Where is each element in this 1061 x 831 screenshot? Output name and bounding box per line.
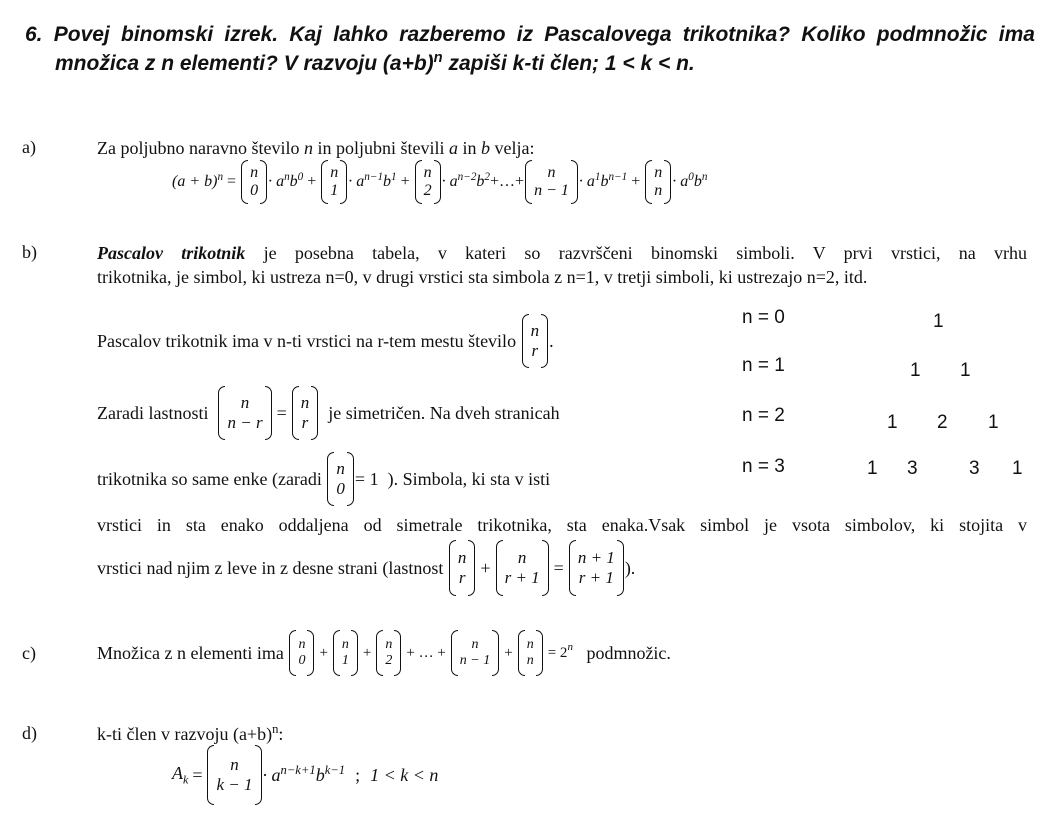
triangle-row-label: n = 0 <box>742 307 785 328</box>
triangle-value: 1 <box>960 360 971 381</box>
b-line-4: vrstici in sta enako oddaljena od simetrale trikotnika, sta enaka.Vsak simbol je vsota simbolov, ki stojita v <box>97 515 1027 535</box>
label-c: c) <box>22 643 36 663</box>
triangle-value: 1 <box>887 412 898 433</box>
label-b: b) <box>22 242 37 262</box>
triangle-value: 1 <box>910 360 921 381</box>
triangle-value: 3 <box>907 458 918 479</box>
triangle-row-label: n = 1 <box>742 355 785 376</box>
question-heading <box>25 20 1035 81</box>
kth-term-formula: $A_k$ = n k − 1 · $a^{n-k+1}b^{k-1}$ ; 1 < k < n <box>172 745 438 805</box>
triangle-value: 3 <box>969 458 980 479</box>
label-a: a) <box>22 137 36 157</box>
d-intro: k-ti člen v razvoju $(a+b)^n$: <box>97 722 284 744</box>
c-subsets: Množica z n elementi ima n 0 + n 1 + n 2 + … + n n − 1 + n n = 2 n podmnožic. <box>97 630 671 676</box>
label-d: d) <box>22 723 37 743</box>
binomial-theorem-formula: $(a + b)^n$ = n 0 · $a^nb^0$ + n 1 · $a^{n-1}b^1$ + n 2 · $a^{n-2}b^2$ +…+ n n − 1 · $a^1b^{n-1}$ + n n · $a^0b^n$ <box>172 160 707 204</box>
a-intro: Za poljubno naravno število n in poljubni števili a in b velja: <box>97 138 535 158</box>
b-edges-ones: trikotnika so same enke (zaradi n 0 = 1 ). Simbola, ki sta v isti <box>97 452 550 506</box>
b-line-2: trikotnika, je simbol, ki ustreza n=0, v drugi vrstici sta simbola z n=1, v tretji simboli, ki ustrezajo n=2, itd. <box>97 267 868 287</box>
b-pascal-entry: Pascalov trikotnik ima v n-ti vrstici na r-tem mestu število n r . <box>97 314 554 368</box>
triangle-value: 1 <box>988 412 999 433</box>
triangle-value: 2 <box>937 412 948 433</box>
triangle-value: 1 <box>933 311 944 332</box>
triangle-value: 1 <box>867 458 878 479</box>
heading-line-2: množica z n elementi? V razvoju $(a+b)^n$ zapiši k-ti člen; 1 < k < n. <box>55 49 695 75</box>
b-recurrence: vrstici nad njim z leve in z desne strani (lastnost n r + n r + 1 = n + 1 r + 1 ). <box>97 540 635 596</box>
b-symmetry: Zaradi lastnosti n n − r = n r je simetričen. Na dveh stranicah <box>97 386 560 440</box>
b-line-1: Pascalov trikotnik je posebna tabela, v kateri so razvrščeni binomski simboli. V prvi vrstici, na vrhu <box>97 243 1028 263</box>
triangle-row-label: n = 2 <box>742 405 785 426</box>
triangle-row-label: n = 3 <box>742 456 785 477</box>
heading-line-1: 6. Povej binomski izrek. Kaj lahko razberemo iz Pascalovega trikotnika? Koliko podmnožic ima <box>25 23 1035 46</box>
triangle-value: 1 <box>1012 458 1023 479</box>
